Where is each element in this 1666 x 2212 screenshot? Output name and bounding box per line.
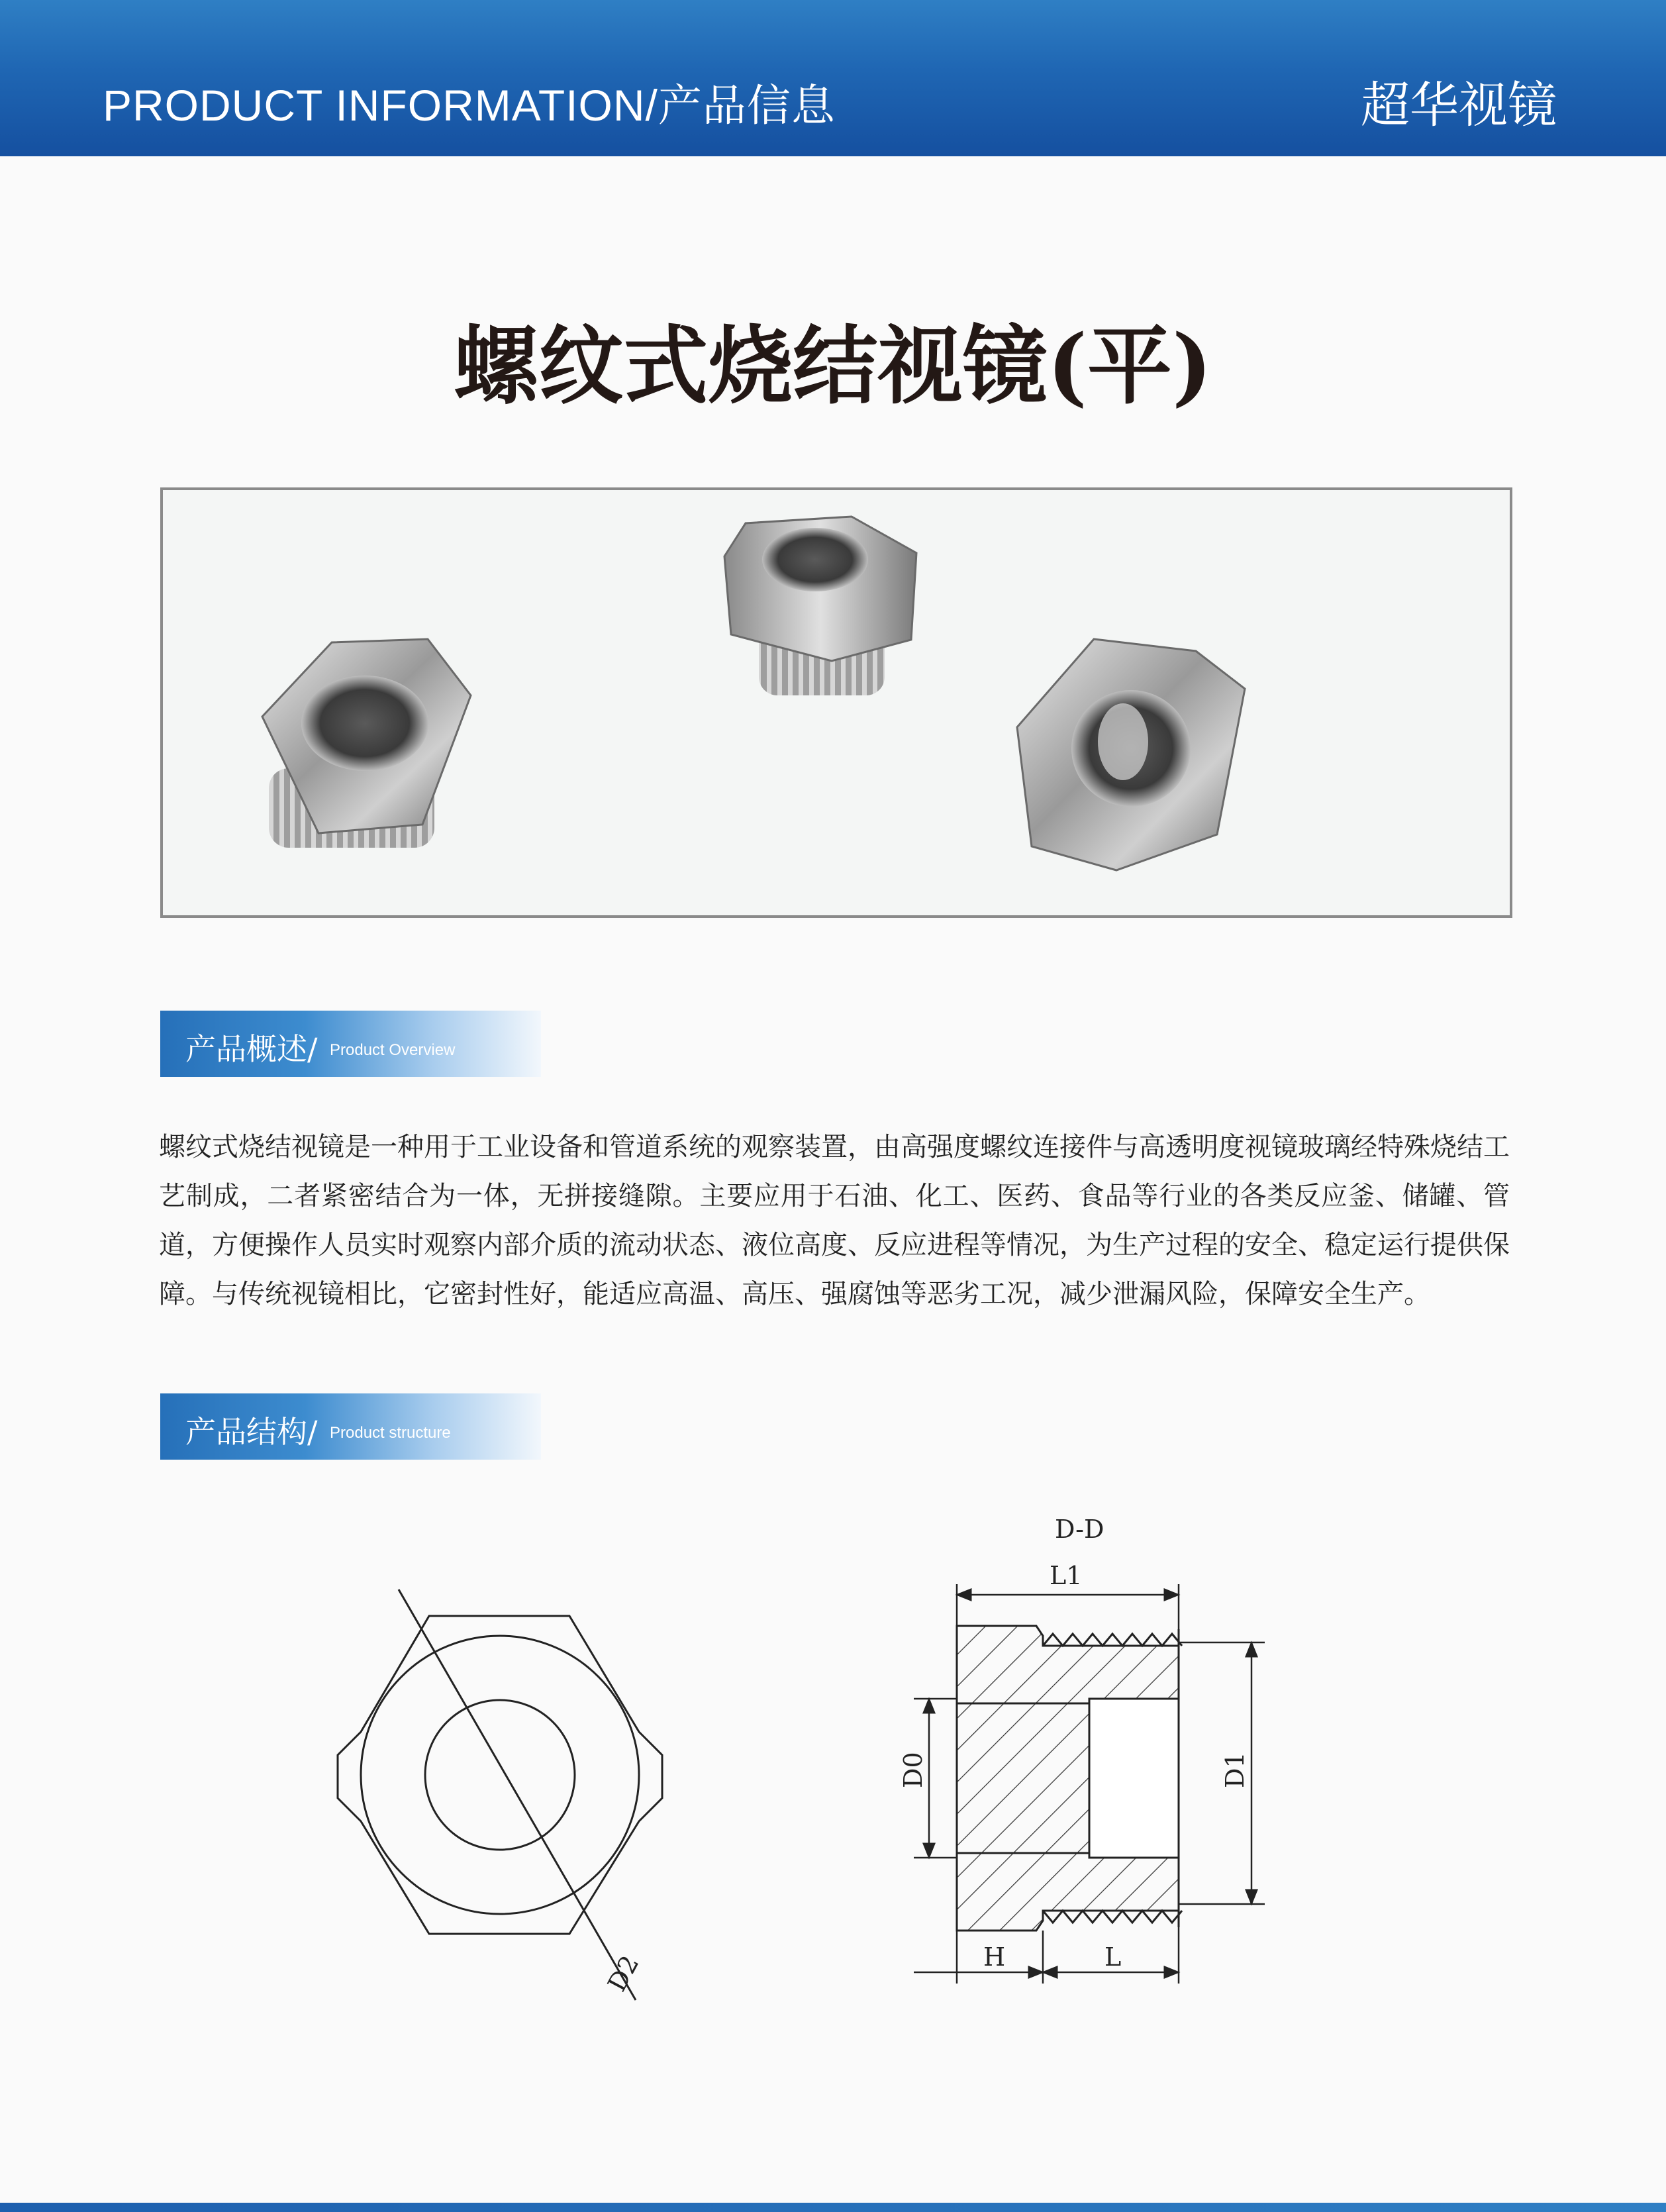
header-product-information: PRODUCT INFORMATION/产品信息 [103,81,836,130]
page-header [0,0,1666,156]
outer-circle [361,1636,639,1914]
hex-outline [338,1616,662,1934]
overview-heading-zh: 产品概述/ [185,1031,318,1067]
label-d0: D0 [899,1752,928,1788]
thread-lower [1043,1911,1182,1923]
left-fitting [262,639,471,848]
hatch-upper [957,1626,1179,1703]
product-photo-illustration [163,490,1510,915]
structure-drawing [0,1497,1666,2027]
d2-diagonal [399,1589,636,2000]
label-d2: D2 [602,1950,645,1997]
header-brand: 超华视镜 [1361,77,1557,134]
thread-upper [1043,1634,1182,1646]
structure-heading-en: Product structure [330,1424,451,1442]
label-d1: D1 [1220,1752,1250,1788]
hatch-middle [957,1703,1089,1853]
inner-circle [425,1700,575,1850]
label-h: H [983,1942,1006,1972]
glass-window [1089,1699,1179,1858]
footer-bar [0,2203,1666,2212]
overview-body: 螺纹式烧结视镜是一种用于工业设备和管道系统的观察装置，由高强度螺纹连接件与高透明度视镜玻璃经特殊烧结工艺制成，二者紧密结合为一体，无拼接缝隙。主要应用于石油、化工、医药、食品等行业的各类反应釜、储罐、管道，方便操作人员实时观察内部介质的流动状态、液位高度、反应进程等情况，为生产过程的安全、稳定运行提供保障。与传统视镜相比，它密封性好，能适应高温、高压、强腐蚀等恶劣工况，减少泄漏风险，保障安全生产。 [159,1132,1510,1309]
product-photo [160,487,1512,918]
structure-heading-zh: 产品结构/ [185,1414,318,1450]
overview-section-tab [160,1011,541,1077]
overview-heading-en: Product Overview [330,1041,456,1059]
middle-fitting [724,517,916,695]
page-title: 螺纹式烧结视镜(平) [454,317,1212,416]
structure-section-tab [160,1393,541,1460]
technical-drawing [0,1497,1666,2027]
section-view [957,1626,1182,1931]
label-section-dd: D-D [1055,1515,1104,1544]
hatch-lower [957,1853,1179,1931]
right-fitting [1017,639,1245,870]
label-l: L [1104,1942,1122,1972]
label-l1: L1 [1050,1561,1083,1590]
top-view [338,1589,662,2000]
